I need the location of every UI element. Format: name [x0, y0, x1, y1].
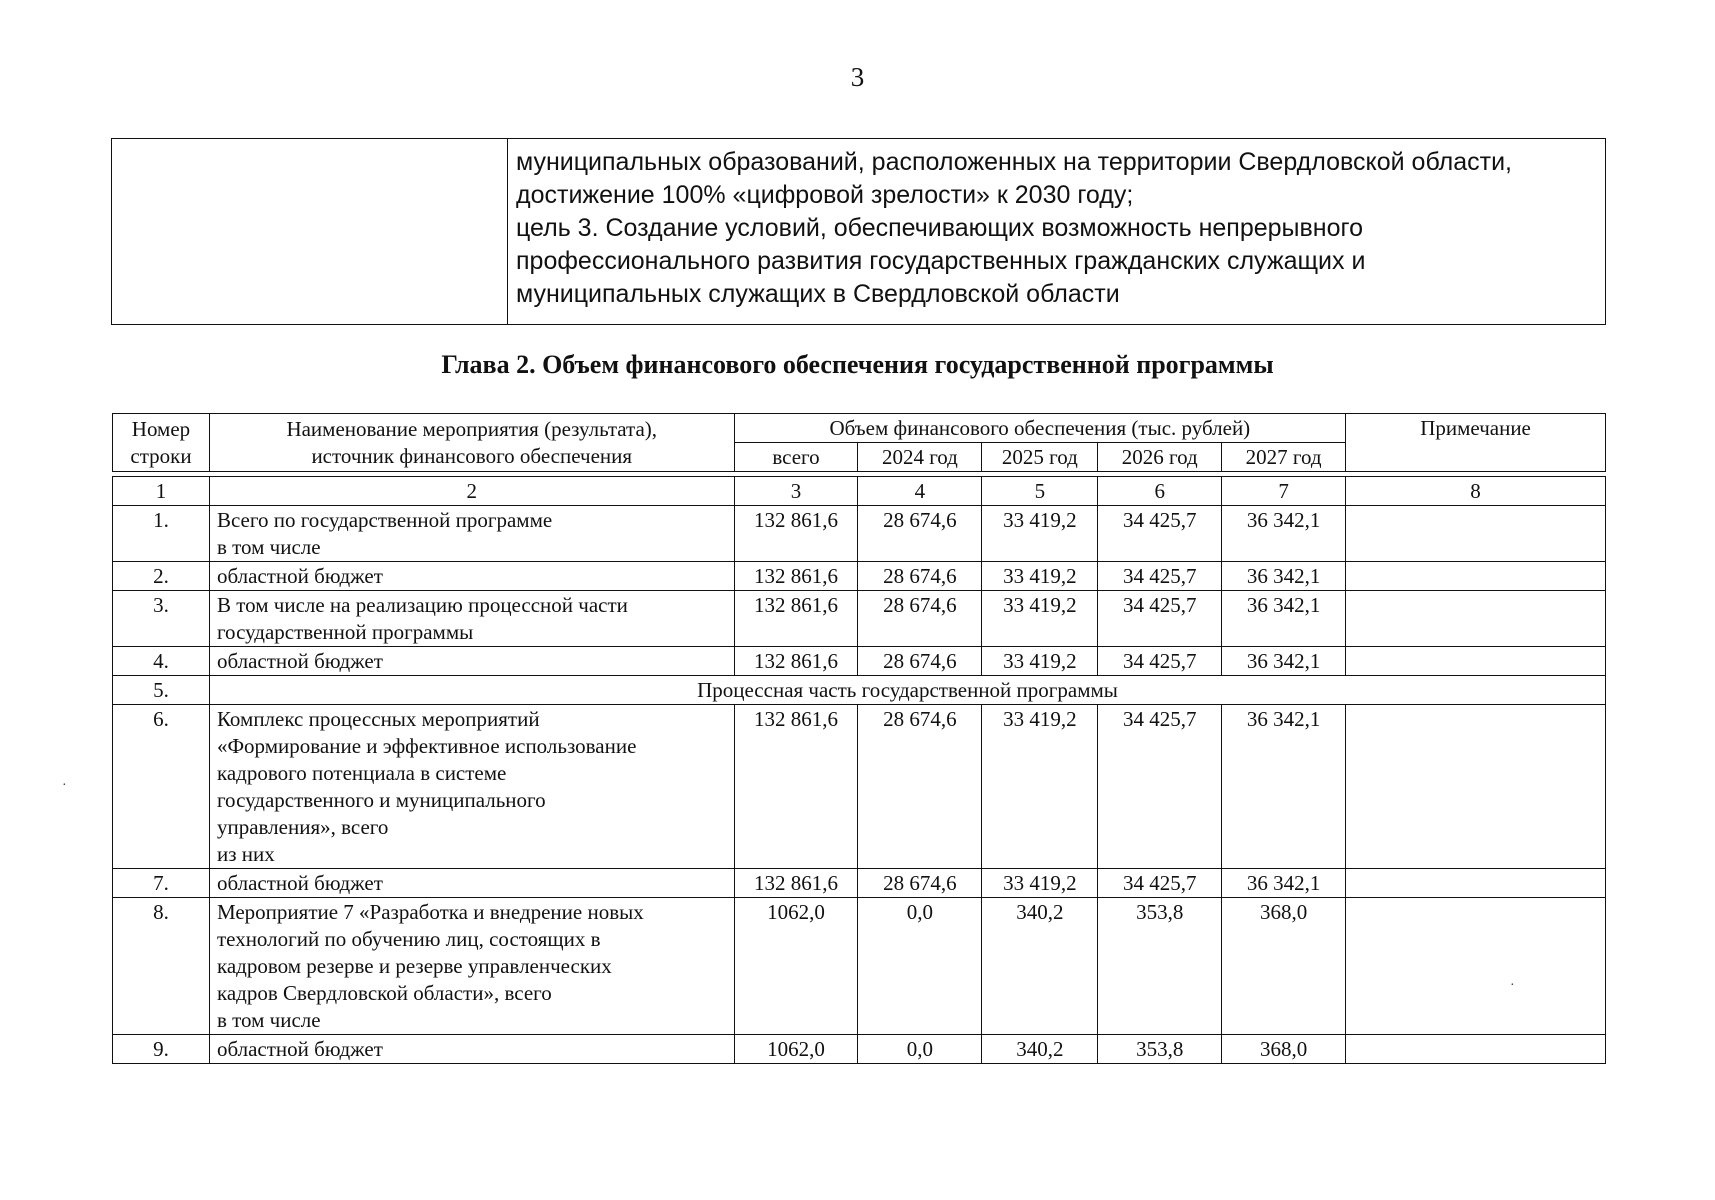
section-title: Процессная часть государственной программы: [209, 676, 1605, 705]
goals-empty-cell: [112, 139, 508, 325]
cell-y2026: 34 425,7: [1098, 562, 1222, 591]
row-name-line: кадрового потенциала в системе: [216, 761, 507, 785]
header-2025: 2025 год: [982, 443, 1098, 472]
row-number: 7.: [113, 869, 210, 898]
row-name-line: областной бюджет: [216, 649, 383, 673]
table-row: [113, 676, 1606, 705]
row-name-line: Всего по государственной программе: [216, 508, 553, 532]
row-name-line: в том числе: [216, 535, 321, 559]
table-row: [113, 869, 1606, 898]
margin-mark: ·: [62, 778, 67, 793]
cell-note: [1346, 562, 1606, 591]
cell-total: 132 861,6: [734, 869, 858, 898]
goals-line: муниципальных образований, расположенных на территории Свердловской области,: [516, 148, 1512, 176]
row-name-line: «Формирование и эффективное использование: [216, 734, 637, 758]
cell-y2027: 36 342,1: [1222, 705, 1346, 869]
cell-total: 1062,0: [734, 898, 858, 1035]
cell-y2024: 28 674,6: [858, 647, 982, 676]
row-number: 2.: [113, 562, 210, 591]
cell-y2026: 353,8: [1098, 898, 1222, 1035]
cell-total: 132 861,6: [734, 562, 858, 591]
table-row: [113, 898, 1606, 1035]
row-name: [209, 591, 734, 647]
table-row: [113, 647, 1606, 676]
cell-y2026: 34 425,7: [1098, 869, 1222, 898]
cell-y2026: 34 425,7: [1098, 506, 1222, 562]
cell-y2027: 36 342,1: [1222, 506, 1346, 562]
column-index-row: 1 2 3 4 5 6 7 8: [113, 477, 1606, 506]
cell-y2024: 28 674,6: [858, 591, 982, 647]
header-2024: 2024 год: [858, 443, 982, 472]
header-row-1: [113, 414, 1606, 443]
cell-y2024: 28 674,6: [858, 869, 982, 898]
cell-note: [1346, 591, 1606, 647]
row-name: [209, 1035, 734, 1064]
row-number: 3.: [113, 591, 210, 647]
table-row: [113, 506, 1606, 562]
row-number: 5.: [113, 676, 210, 705]
row-name: [209, 898, 734, 1035]
row-name-line: областной бюджет: [216, 871, 383, 895]
cell-total: 1062,0: [734, 1035, 858, 1064]
page-number: 3: [850, 62, 865, 92]
cell-y2025: 33 419,2: [982, 705, 1098, 869]
row-name-line: Комплекс процессных мероприятий: [216, 707, 540, 731]
goals-text-cell: [508, 139, 1606, 325]
header-2026: 2026 год: [1098, 443, 1222, 472]
header-2027: 2027 год: [1222, 443, 1346, 472]
cell-note: [1346, 647, 1606, 676]
row-name-line: государственного и муниципального: [216, 788, 546, 812]
header-volume: Объем финансового обеспечения (тыс. рублей): [734, 414, 1346, 443]
cell-y2025: 340,2: [982, 1035, 1098, 1064]
cell-total: 132 861,6: [734, 506, 858, 562]
cell-y2025: 33 419,2: [982, 647, 1098, 676]
row-name: [209, 647, 734, 676]
table-row: [113, 591, 1606, 647]
cell-y2026: 34 425,7: [1098, 591, 1222, 647]
cell-y2024: 0,0: [858, 898, 982, 1035]
row-name-line: В том числе на реализацию процессной части: [216, 593, 628, 617]
cell-y2027: 368,0: [1222, 898, 1346, 1035]
chapter-title: Глава 2. Объем финансового обеспечения государственной программы: [441, 350, 1274, 379]
row-name: [209, 705, 734, 869]
cell-y2027: 36 342,1: [1222, 591, 1346, 647]
cell-note: [1346, 869, 1606, 898]
row-name: [209, 562, 734, 591]
cell-y2026: 34 425,7: [1098, 647, 1222, 676]
cell-y2024: 0,0: [858, 1035, 982, 1064]
cell-note: [1346, 1035, 1606, 1064]
row-name-line: кадров Свердловской области», всего: [216, 981, 552, 1005]
cell-y2025: 33 419,2: [982, 506, 1098, 562]
row-name-line: кадровом резерве и резерве управленческих: [216, 954, 612, 978]
finance-body: [113, 506, 1606, 1064]
cell-y2027: 36 342,1: [1222, 562, 1346, 591]
row-number: 1.: [113, 506, 210, 562]
row-name-line: областной бюджет: [216, 564, 383, 588]
row-name: [209, 506, 734, 562]
cell-total: 132 861,6: [734, 647, 858, 676]
table-row: [113, 705, 1606, 869]
table-row: [113, 1035, 1606, 1064]
cell-y2027: 368,0: [1222, 1035, 1346, 1064]
row-number: 9.: [113, 1035, 210, 1064]
header-note: Примечание: [1346, 414, 1606, 472]
row-name-line: технологий по обучению лиц, состоящих в: [216, 927, 601, 951]
row-name-line: государственной программы: [216, 620, 474, 644]
cell-note: [1346, 506, 1606, 562]
cell-y2024: 28 674,6: [858, 506, 982, 562]
cell-y2026: 34 425,7: [1098, 705, 1222, 869]
goals-table: [111, 138, 1606, 325]
cell-note: [1346, 705, 1606, 869]
row-name-line: Мероприятие 7 «Разработка и внедрение новых: [216, 900, 644, 924]
goals-line: цель 3. Создание условий, обеспечивающих возможность непрерывного: [516, 214, 1363, 242]
header-name: Наименование мероприятия (результата), источник финансового обеспечения: [209, 414, 734, 472]
cell-y2024: 28 674,6: [858, 705, 982, 869]
header-total: всего: [734, 443, 858, 472]
cell-y2027: 36 342,1: [1222, 869, 1346, 898]
cell-total: 132 861,6: [734, 591, 858, 647]
row-name-line: в том числе: [216, 1008, 321, 1032]
cell-y2025: 33 419,2: [982, 591, 1098, 647]
header-row-number: Номер строки: [113, 414, 210, 472]
goals-line: достижение 100% «цифровой зрелости» к 2030 году;: [516, 181, 1134, 209]
cell-y2026: 353,8: [1098, 1035, 1222, 1064]
cell-y2025: 33 419,2: [982, 869, 1098, 898]
row-name-line: управления», всего: [216, 815, 389, 839]
row-name-line: областной бюджет: [216, 1037, 383, 1061]
cell-y2027: 36 342,1: [1222, 647, 1346, 676]
margin-mark: ·: [1510, 978, 1515, 993]
cell-y2024: 28 674,6: [858, 562, 982, 591]
row-name-line: из них: [216, 842, 275, 866]
row-number: 8.: [113, 898, 210, 1035]
cell-y2025: 340,2: [982, 898, 1098, 1035]
row-number: 4.: [113, 647, 210, 676]
cell-total: 132 861,6: [734, 705, 858, 869]
finance-table: [112, 413, 1606, 1064]
table-row: [113, 562, 1606, 591]
goals-row: [112, 139, 1606, 325]
row-name: [209, 869, 734, 898]
cell-note: [1346, 898, 1606, 1035]
cell-y2025: 33 419,2: [982, 562, 1098, 591]
goals-line: муниципальных служащих в Свердловской области: [516, 280, 1120, 308]
row-number: 6.: [113, 705, 210, 869]
goals-line: профессионального развития государственных гражданских служащих и: [516, 247, 1366, 275]
